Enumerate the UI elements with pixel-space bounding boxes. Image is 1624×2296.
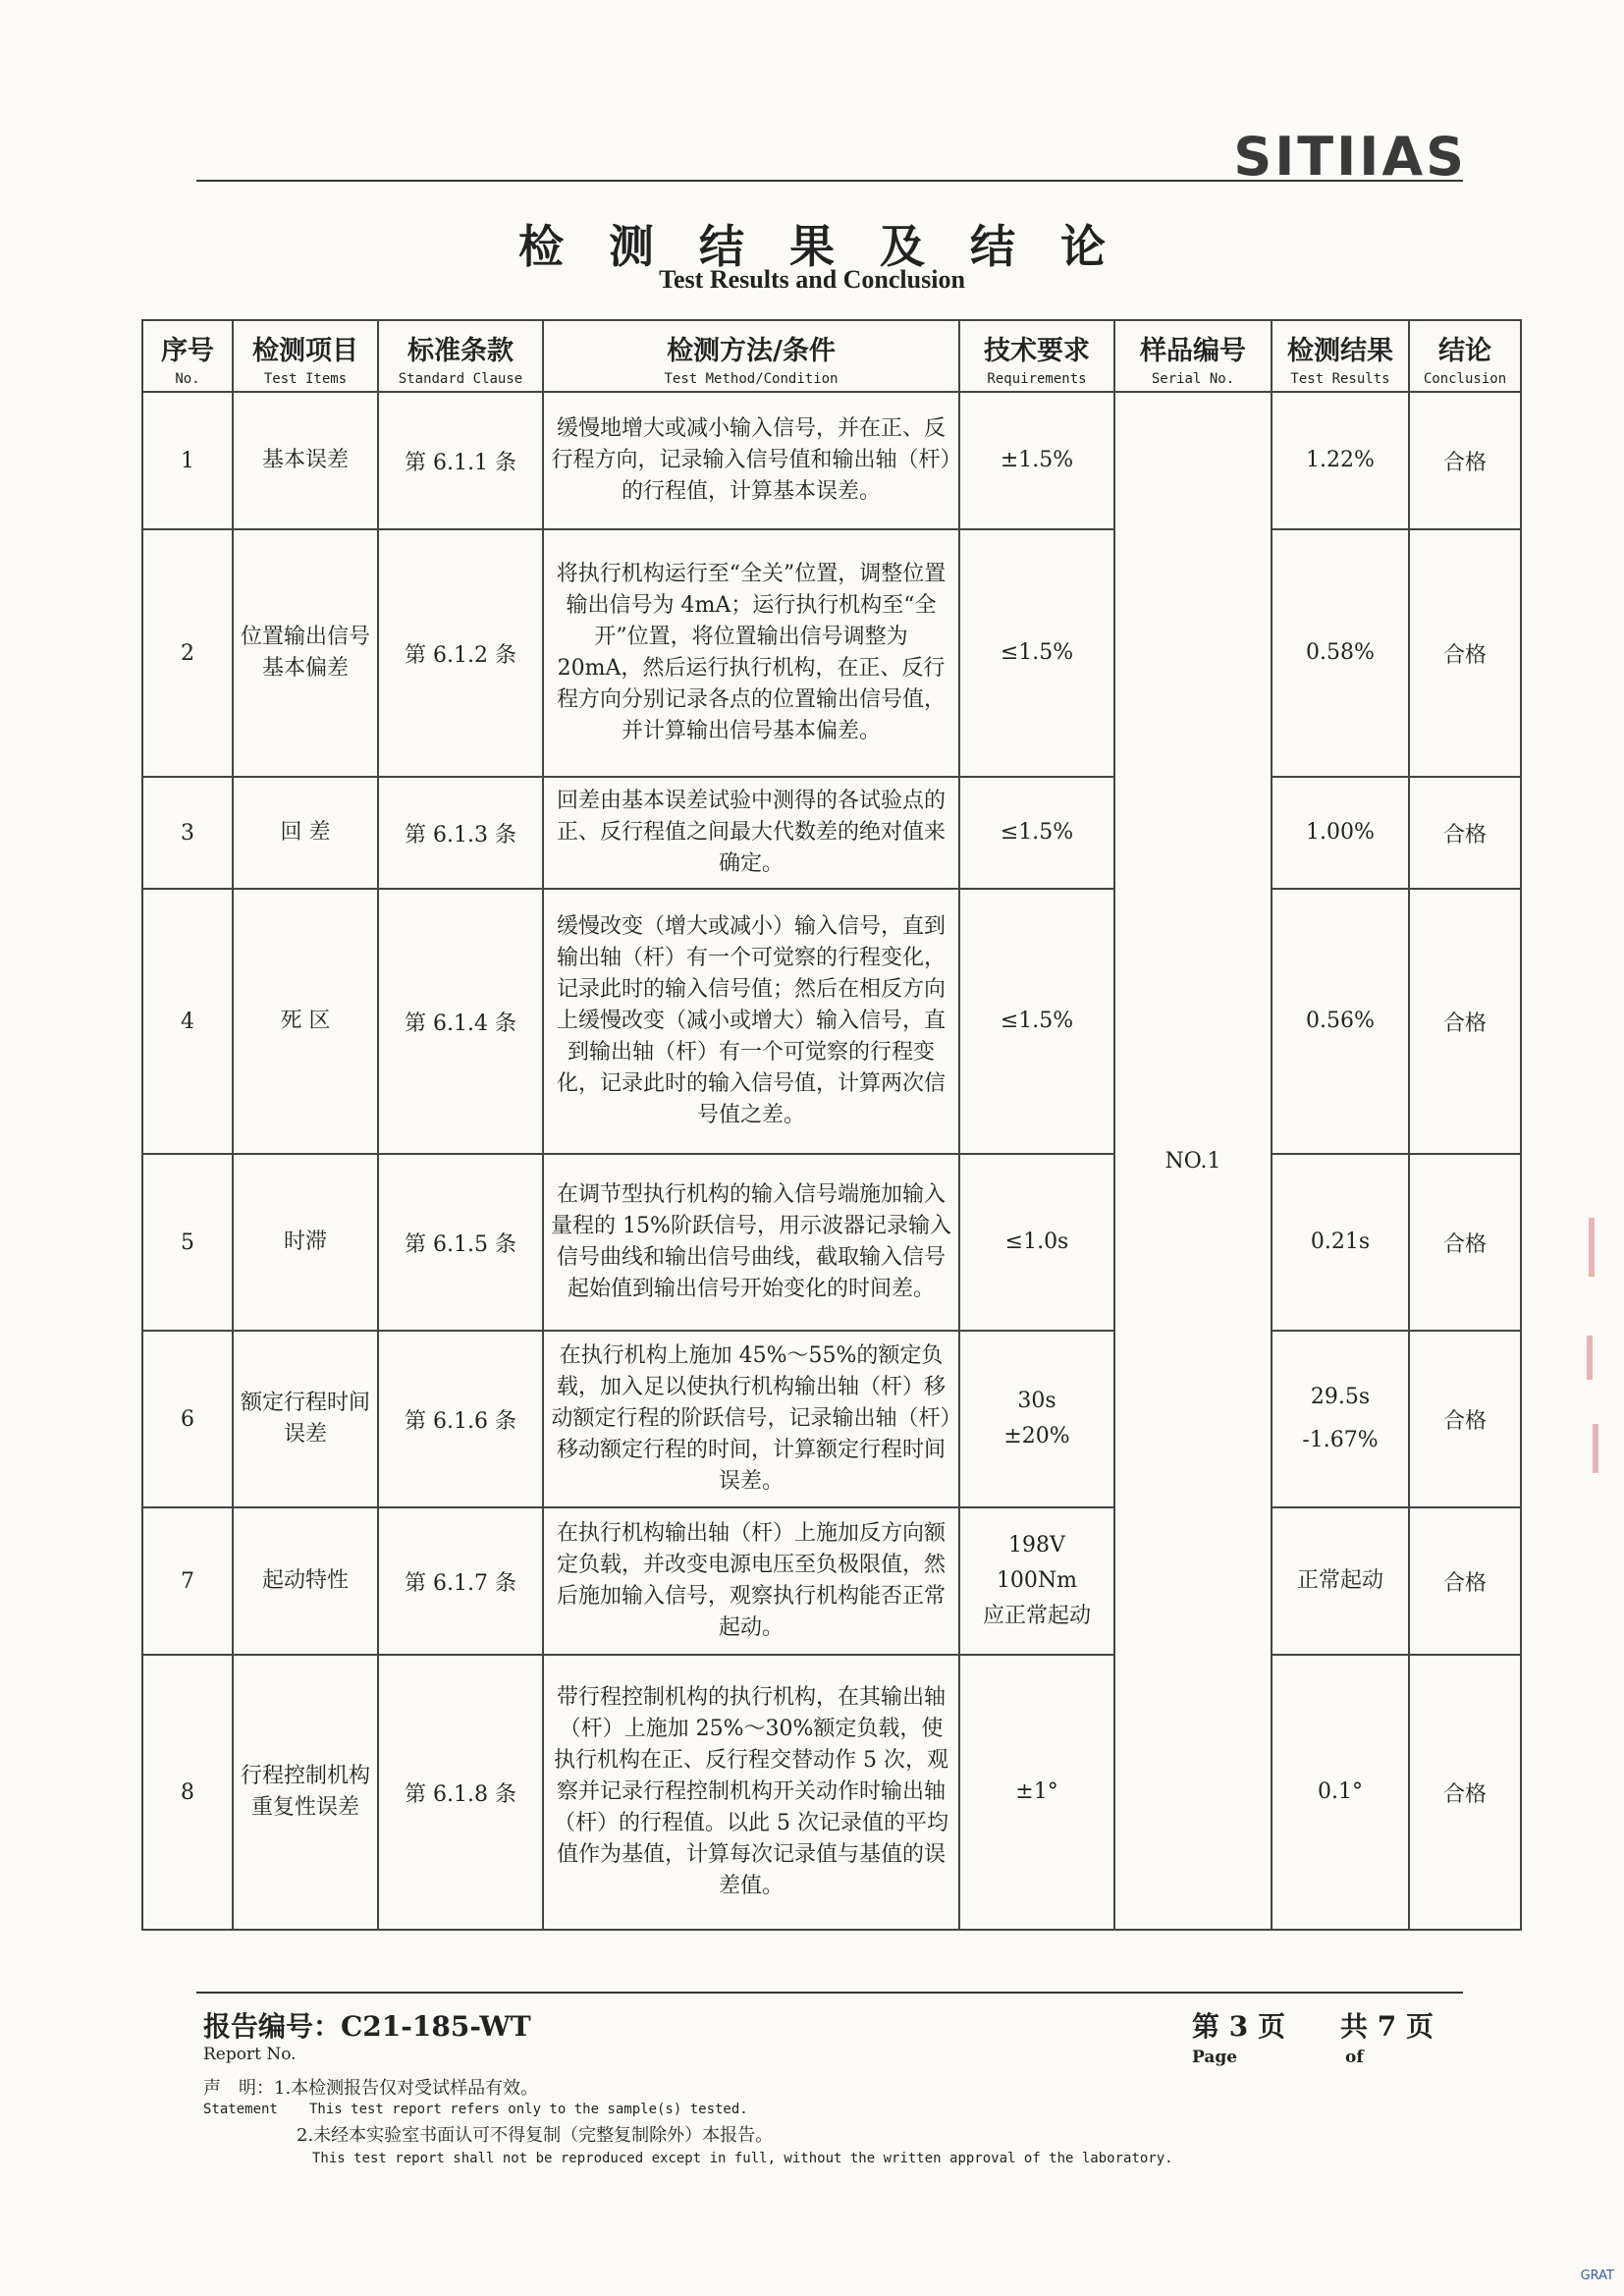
conclusion: 合格 (1409, 889, 1521, 1154)
standard-clause: 第 6.1.2 条 (378, 529, 543, 777)
row-number: 3 (142, 777, 233, 889)
column-header-en: Test Results (1290, 371, 1390, 387)
column-header-en: Requirements (987, 371, 1087, 387)
test-item: 基本误差 (233, 392, 378, 529)
page-label-en: Page (1192, 2048, 1238, 2067)
requirement-line: 198V (1008, 1533, 1065, 1558)
table-row (142, 889, 1521, 1154)
test-result-line: 0.1° (1318, 1779, 1363, 1804)
column-header (959, 320, 1114, 392)
column-header (543, 320, 959, 392)
requirement-line: ≤1.5% (1000, 640, 1074, 665)
test-result-line: 0.56% (1306, 1009, 1375, 1033)
test-result (1272, 1655, 1409, 1930)
test-method: 在执行机构上施加 45%～55%的额定负载，加入足以使执行机构输出轴（杆）移动额定行程的阶跃信号，记录输出轴（杆）移动额定行程的时间，计算额定行程时间误差。 (543, 1331, 959, 1507)
column-header-en: Serial No. (1151, 371, 1235, 387)
test-item: 起动特性 (233, 1507, 378, 1655)
requirement (959, 1655, 1114, 1930)
column-header (1409, 320, 1521, 392)
footer-rule (196, 1992, 1463, 1994)
table-body (142, 392, 1521, 1930)
test-method: 在执行机构输出轴（杆）上施加反方向额定负载，并改变电源电压至负极限值，然后施加输入信号，观察执行机构能否正常起动。 (543, 1507, 959, 1655)
standard-clause: 第 6.1.8 条 (378, 1655, 543, 1930)
test-result (1272, 1507, 1409, 1655)
of-label-en: of (1345, 2048, 1364, 2067)
column-header-cn: 样品编号 (1140, 336, 1246, 366)
stamp-mark (1589, 1218, 1595, 1277)
test-item: 时滞 (233, 1154, 378, 1331)
test-item: 死 区 (233, 889, 378, 1154)
test-result-line: 29.5s (1310, 1385, 1371, 1409)
requirement (959, 1331, 1114, 1507)
test-result-line: -1.67% (1302, 1428, 1379, 1452)
requirement (959, 777, 1114, 889)
test-result-line: 0.21s (1310, 1230, 1371, 1254)
test-item: 回 差 (233, 777, 378, 889)
row-number: 7 (142, 1507, 233, 1655)
report-number-label: 报告编号： (203, 2010, 342, 2043)
requirement-line: 100Nm (996, 1568, 1078, 1593)
statement-label: 声 明： (203, 2078, 274, 2099)
page-info (1192, 2005, 1434, 2045)
row-number: 6 (142, 1331, 233, 1507)
requirement (959, 1507, 1114, 1655)
statement-2: 2.未经本实验室书面认可不得复制（完整复制除外）本报告。 (297, 2125, 774, 2146)
requirement-line: ≤1.0s (1004, 1230, 1069, 1254)
requirement-line: ±1° (1015, 1779, 1058, 1804)
column-header-cn: 结论 (1438, 336, 1491, 366)
test-item: 额定行程时间误差 (233, 1331, 378, 1507)
column-header-cn: 标准条款 (407, 336, 514, 366)
table-row (142, 777, 1521, 889)
column-header-cn: 检测项目 (252, 336, 358, 366)
statement-1-text: 1.本检测报告仅对受试样品有效。 (274, 2078, 539, 2099)
conclusion: 合格 (1409, 392, 1521, 529)
requirement-line: ±20% (1003, 1424, 1070, 1449)
standard-clause: 第 6.1.7 条 (378, 1507, 543, 1655)
row-number: 4 (142, 889, 233, 1154)
page-info-en (1192, 2048, 1364, 2067)
row-number: 1 (142, 392, 233, 529)
test-result (1272, 777, 1409, 889)
column-header-cn: 检测方法/条件 (667, 336, 836, 366)
standard-clause: 第 6.1.5 条 (378, 1154, 543, 1331)
test-result-line: 1.00% (1306, 820, 1375, 845)
serial-number: NO.1 (1114, 392, 1272, 1930)
test-method: 带行程控制机构的执行机构，在其输出轴（杆）上施加 25%～30%额定负载，使执行机构在正、反行程交替动作 5 次，观察并记录行程控制机构开关动作时输出轴（杆）的行程值。以此 5 次记录值的平均值作为基值，计算每次记录值与基值的误差值。 (543, 1655, 959, 1930)
column-header-cn: 技术要求 (984, 336, 1090, 366)
column-header-cn: 检测结果 (1287, 336, 1393, 366)
standard-clause: 第 6.1.1 条 (378, 392, 543, 529)
stamp-mark (1587, 1336, 1593, 1380)
standard-clause: 第 6.1.4 条 (378, 889, 543, 1154)
statement-label-en: Statement (203, 2102, 278, 2117)
statement-1 (203, 2074, 538, 2100)
test-method: 缓慢改变（增大或减小）输入信号，直到输出轴（杆）有一个可觉察的行程变化，记录此时的输入信号值；然后在相反方向上缓慢改变（减小或增大）输入信号，直到输出轴（杆）有一个可觉察的行程变化，记录此时的输入信号值，计算两次信号值之差。 (543, 889, 959, 1154)
header-rule (196, 180, 1463, 182)
table-row (142, 529, 1521, 777)
test-item: 行程控制机构重复性误差 (233, 1655, 378, 1930)
requirement (959, 889, 1114, 1154)
test-result-line: 正常起动 (1296, 1568, 1383, 1593)
table-header-row (142, 320, 1521, 392)
column-header-en: Conclusion (1423, 371, 1507, 387)
test-result (1272, 392, 1409, 529)
column-header (378, 320, 543, 392)
requirement-line: 30s (1017, 1389, 1056, 1413)
page-subtitle: Test Results and Conclusion (659, 265, 965, 294)
test-method: 将执行机构运行至“全关”位置，调整位置输出信号为 4mA；运行执行机构至“全开”位置，将位置输出信号调整为 20mA，然后运行执行机构，在正、反行程方向分别记录各点的位置输出信号值，并计算输出信号基本偏差。 (543, 529, 959, 777)
statement-2-en: This test report shall not be reproduced except in full, without the written approval of the laboratory. (312, 2151, 1173, 2166)
row-number: 2 (142, 529, 233, 777)
test-method: 回差由基本误差试验中测得的各试验点的正、反行程值之间最大代数差的绝对值来确定。 (543, 777, 959, 889)
statement-1-en-text: This test report refers only to the sample(s) tested. (309, 2102, 748, 2117)
report-number-value: C21-185-WT (341, 2010, 531, 2043)
table-row (142, 392, 1521, 529)
row-number: 8 (142, 1655, 233, 1930)
page-number: 第 3 页 (1192, 2010, 1285, 2043)
test-result (1272, 529, 1409, 777)
column-header (142, 320, 233, 392)
test-result (1272, 1331, 1409, 1507)
table-row (142, 1154, 1521, 1331)
requirement-line: 应正常起动 (982, 1604, 1091, 1628)
watermark-logo: GRAT (1580, 2269, 1614, 2283)
test-item: 位置输出信号基本偏差 (233, 529, 378, 777)
results-table (141, 319, 1522, 1931)
report-number-en: Report No. (203, 2045, 297, 2064)
requirement (959, 392, 1114, 529)
test-result (1272, 889, 1409, 1154)
stamp-mark (1593, 1424, 1598, 1473)
row-number: 5 (142, 1154, 233, 1331)
conclusion: 合格 (1409, 1331, 1521, 1507)
company-logo: SITIIAS (1233, 126, 1467, 188)
test-result-line: 0.58% (1306, 640, 1375, 665)
conclusion: 合格 (1409, 1507, 1521, 1655)
table-row (142, 1331, 1521, 1507)
conclusion: 合格 (1409, 1655, 1521, 1930)
table-row (142, 1507, 1521, 1655)
page-title: 检测结果及结论 (518, 220, 1151, 273)
requirement (959, 529, 1114, 777)
report-number (203, 2005, 531, 2045)
conclusion: 合格 (1409, 1154, 1521, 1331)
column-header (1114, 320, 1272, 392)
standard-clause: 第 6.1.3 条 (378, 777, 543, 889)
column-header (233, 320, 378, 392)
column-header-en: Test Items (263, 371, 348, 387)
standard-clause: 第 6.1.6 条 (378, 1331, 543, 1507)
requirement-line: ≤1.5% (1000, 820, 1074, 845)
statement-1-en (203, 2102, 748, 2117)
test-result-line: 1.22% (1306, 448, 1375, 472)
conclusion: 合格 (1409, 529, 1521, 777)
column-header-en: No. (175, 371, 200, 387)
column-header-cn: 序号 (161, 336, 214, 366)
page-total: 共 7 页 (1339, 2010, 1434, 2043)
requirement-line: ≤1.5% (1000, 1009, 1074, 1033)
requirement-line: ±1.5% (1000, 448, 1074, 472)
column-header-en: Standard Clause (398, 371, 523, 387)
table-row (142, 1655, 1521, 1930)
requirement (959, 1154, 1114, 1331)
column-header (1272, 320, 1409, 392)
test-method: 缓慢地增大或减小输入信号，并在正、反行程方向，记录输入信号值和输出轴（杆）的行程值，计算基本误差。 (543, 392, 959, 529)
column-header-en: Test Method/Condition (664, 371, 839, 387)
conclusion: 合格 (1409, 777, 1521, 889)
test-result (1272, 1154, 1409, 1331)
test-method: 在调节型执行机构的输入信号端施加输入量程的 15%阶跃信号，用示波器记录输入信号曲线和输出信号曲线，截取输入信号起始值到输出信号开始变化的时间差。 (543, 1154, 959, 1331)
